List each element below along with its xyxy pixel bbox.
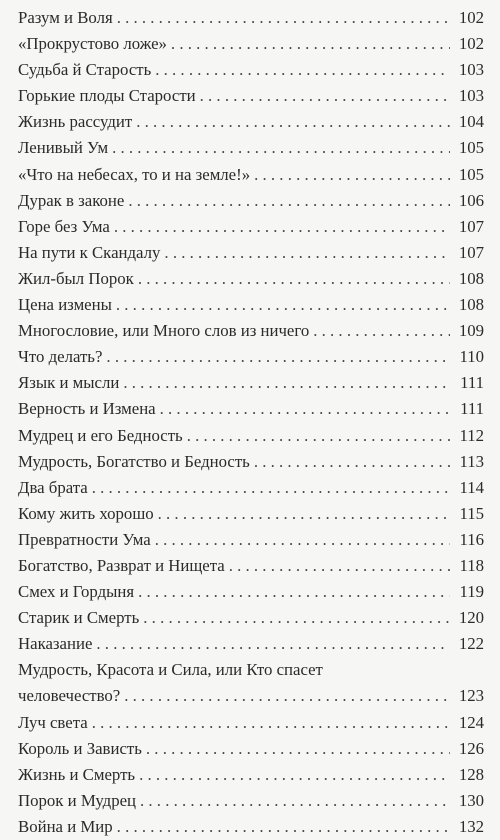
- toc-entry-title: Два брата: [18, 477, 88, 497]
- dot-leader: [160, 396, 450, 422]
- toc-entry-title: Мудрость, Красота и Сила, или Кто спасет: [18, 660, 323, 680]
- toc-entry-page: 119: [459, 582, 484, 602]
- toc-entry-title: Смех и Гордыня: [18, 582, 135, 602]
- toc-entry-title: На пути к Скандалу: [18, 242, 161, 262]
- toc-entry-page: 114: [459, 477, 484, 497]
- toc-entry-title: Богатство, Разврат и Нищета: [18, 555, 225, 575]
- toc-entry-page: 123: [458, 686, 484, 706]
- toc-entry-page: 102: [458, 8, 484, 27]
- dot-leader: [139, 762, 450, 788]
- toc-entry-page: 124: [458, 712, 484, 732]
- toc-entry[interactable]: [18, 214, 484, 240]
- toc-entry-page: 108: [458, 295, 484, 315]
- toc-entry-page: 107: [458, 242, 484, 262]
- dot-leader: [187, 423, 450, 449]
- toc-entry-title: Наказание: [18, 634, 93, 654]
- toc-entry[interactable]: [18, 527, 484, 553]
- toc-entry-page: 111: [460, 399, 484, 419]
- toc-entry[interactable]: [18, 344, 484, 370]
- toc-entry[interactable]: [18, 135, 484, 161]
- toc-entry-title: Судьба й Старость: [18, 60, 152, 80]
- toc-entry-title: Язык и мысли: [18, 373, 120, 393]
- toc-entry[interactable]: [18, 657, 484, 709]
- dot-leader: [200, 83, 450, 109]
- toc-entry-page: 104: [458, 112, 484, 132]
- toc-entry-title-continuation: [18, 683, 484, 709]
- toc-entry-page: 109: [458, 321, 484, 341]
- toc-entry[interactable]: [18, 579, 484, 605]
- dot-leader: [136, 109, 450, 135]
- toc-entry-page: 115: [459, 503, 484, 523]
- toc-entry-page: 118: [459, 555, 484, 575]
- toc-entry[interactable]: [18, 605, 484, 631]
- toc-entry-title: Мудрость, Богатство и Бедность: [18, 451, 250, 471]
- toc-entry-title: Превратности Ума: [18, 529, 151, 549]
- dot-leader: [138, 266, 450, 292]
- dot-leader: [114, 214, 450, 240]
- dot-leader: [155, 57, 450, 83]
- toc-entry-page: 103: [458, 86, 484, 106]
- toc-entry[interactable]: [18, 475, 484, 501]
- dot-leader: [146, 736, 450, 762]
- toc-entry-title: Многословие, или Много слов из ничего: [18, 321, 310, 341]
- toc-entry-page: 130: [458, 790, 484, 810]
- dot-leader: [92, 710, 450, 736]
- toc-entry-page: 132: [458, 816, 484, 836]
- dot-leader: [124, 683, 450, 709]
- toc-entry[interactable]: [18, 292, 484, 318]
- dot-leader: [123, 370, 450, 396]
- toc-entry[interactable]: [18, 553, 484, 579]
- dot-leader: [158, 501, 450, 527]
- dot-leader: [254, 449, 450, 475]
- toc-entry[interactable]: [18, 501, 484, 527]
- toc-entry[interactable]: [18, 710, 484, 736]
- toc-entry[interactable]: [18, 162, 484, 188]
- toc-entry-page: 111: [460, 373, 484, 393]
- toc-entry[interactable]: [18, 188, 484, 214]
- toc-entry[interactable]: [18, 396, 484, 422]
- toc-entry-page: 107: [458, 216, 484, 236]
- dot-leader: [140, 788, 450, 814]
- toc-entry-page: 102: [458, 34, 484, 54]
- toc-entry[interactable]: [18, 736, 484, 762]
- toc-entry-title: человечество?: [18, 686, 121, 706]
- dot-leader: [112, 135, 450, 161]
- toc-entry-title: Старик и Смерть: [18, 608, 140, 628]
- toc-entry-page: 128: [458, 764, 484, 784]
- toc-entry-title: «Прокрустово ложе»: [18, 34, 167, 54]
- toc-entry[interactable]: [18, 449, 484, 475]
- toc-entry[interactable]: [18, 109, 484, 135]
- toc-entry-title: Жизнь и Смерть: [18, 764, 136, 784]
- toc-entry-title: Мудрец и его Бедность: [18, 425, 183, 445]
- table-of-contents: [18, 5, 484, 840]
- toc-entry-page: 103: [458, 60, 484, 80]
- dot-leader: [116, 292, 450, 318]
- toc-entry[interactable]: [18, 762, 484, 788]
- dot-leader: [92, 475, 450, 501]
- toc-entry-page: 116: [459, 529, 484, 549]
- toc-entry-title: Кому жить хорошо: [18, 503, 154, 523]
- dot-leader: [164, 240, 450, 266]
- toc-entry-title: Ленивый Ум: [18, 138, 109, 158]
- dot-leader: [117, 814, 450, 840]
- dot-leader: [254, 162, 450, 188]
- toc-entry[interactable]: [18, 318, 484, 344]
- toc-entry[interactable]: [18, 83, 484, 109]
- toc-entry-page: 105: [458, 138, 484, 158]
- toc-entry[interactable]: [18, 5, 484, 31]
- toc-entry[interactable]: [18, 788, 484, 814]
- toc-entry-title: Цена измены: [18, 295, 112, 315]
- toc-entry-title: Дурак в законе: [18, 190, 125, 210]
- dot-leader: [143, 605, 450, 631]
- toc-entry[interactable]: [18, 57, 484, 83]
- dot-leader: [106, 344, 450, 370]
- toc-entry[interactable]: [18, 240, 484, 266]
- toc-entry-title: Жил-был Порок: [18, 268, 134, 288]
- toc-entry[interactable]: [18, 266, 484, 292]
- toc-entry-page: 122: [458, 634, 484, 654]
- toc-entry-title: Порок и Мудрец: [18, 790, 137, 810]
- toc-entry-title: Луч света: [18, 712, 88, 732]
- toc-entry-page: 126: [458, 738, 484, 758]
- dot-leader: [138, 579, 450, 605]
- toc-entry[interactable]: [18, 423, 484, 449]
- toc-entry-title: Король и Зависть: [18, 738, 142, 758]
- toc-entry-page: 108: [458, 268, 484, 288]
- toc-entry-page: 110: [459, 347, 484, 367]
- toc-entry-page: 120: [458, 608, 484, 628]
- toc-entry-title: Горе без Ума: [18, 216, 110, 236]
- toc-entry-title: «Что на небесах, то и на земле!»: [18, 164, 251, 184]
- dot-leader: [171, 31, 450, 57]
- toc-entry[interactable]: [18, 814, 484, 840]
- toc-entry-page: 112: [459, 425, 484, 445]
- dot-leader: [96, 631, 450, 657]
- toc-entry-page: 106: [458, 190, 484, 210]
- toc-entry-page: 105: [458, 164, 484, 184]
- toc-entry-title: Горькие плоды Старости: [18, 86, 196, 106]
- toc-entry[interactable]: [18, 370, 484, 396]
- dot-leader: [313, 318, 450, 344]
- dot-leader: [229, 553, 450, 579]
- dot-leader: [117, 5, 450, 31]
- toc-entry-page: 113: [459, 451, 484, 471]
- toc-entry-title: Жизнь рассудит: [18, 112, 133, 132]
- toc-entry-title: Верность и Измена: [18, 399, 156, 419]
- dot-leader: [128, 188, 450, 214]
- toc-entry-title: Война и Мир: [18, 816, 113, 836]
- toc-entry-title: Что делать?: [18, 347, 103, 367]
- dot-leader: [155, 527, 450, 553]
- toc-entry[interactable]: [18, 31, 484, 57]
- toc-entry[interactable]: [18, 631, 484, 657]
- toc-entry-title: Разум и Воля: [18, 8, 113, 27]
